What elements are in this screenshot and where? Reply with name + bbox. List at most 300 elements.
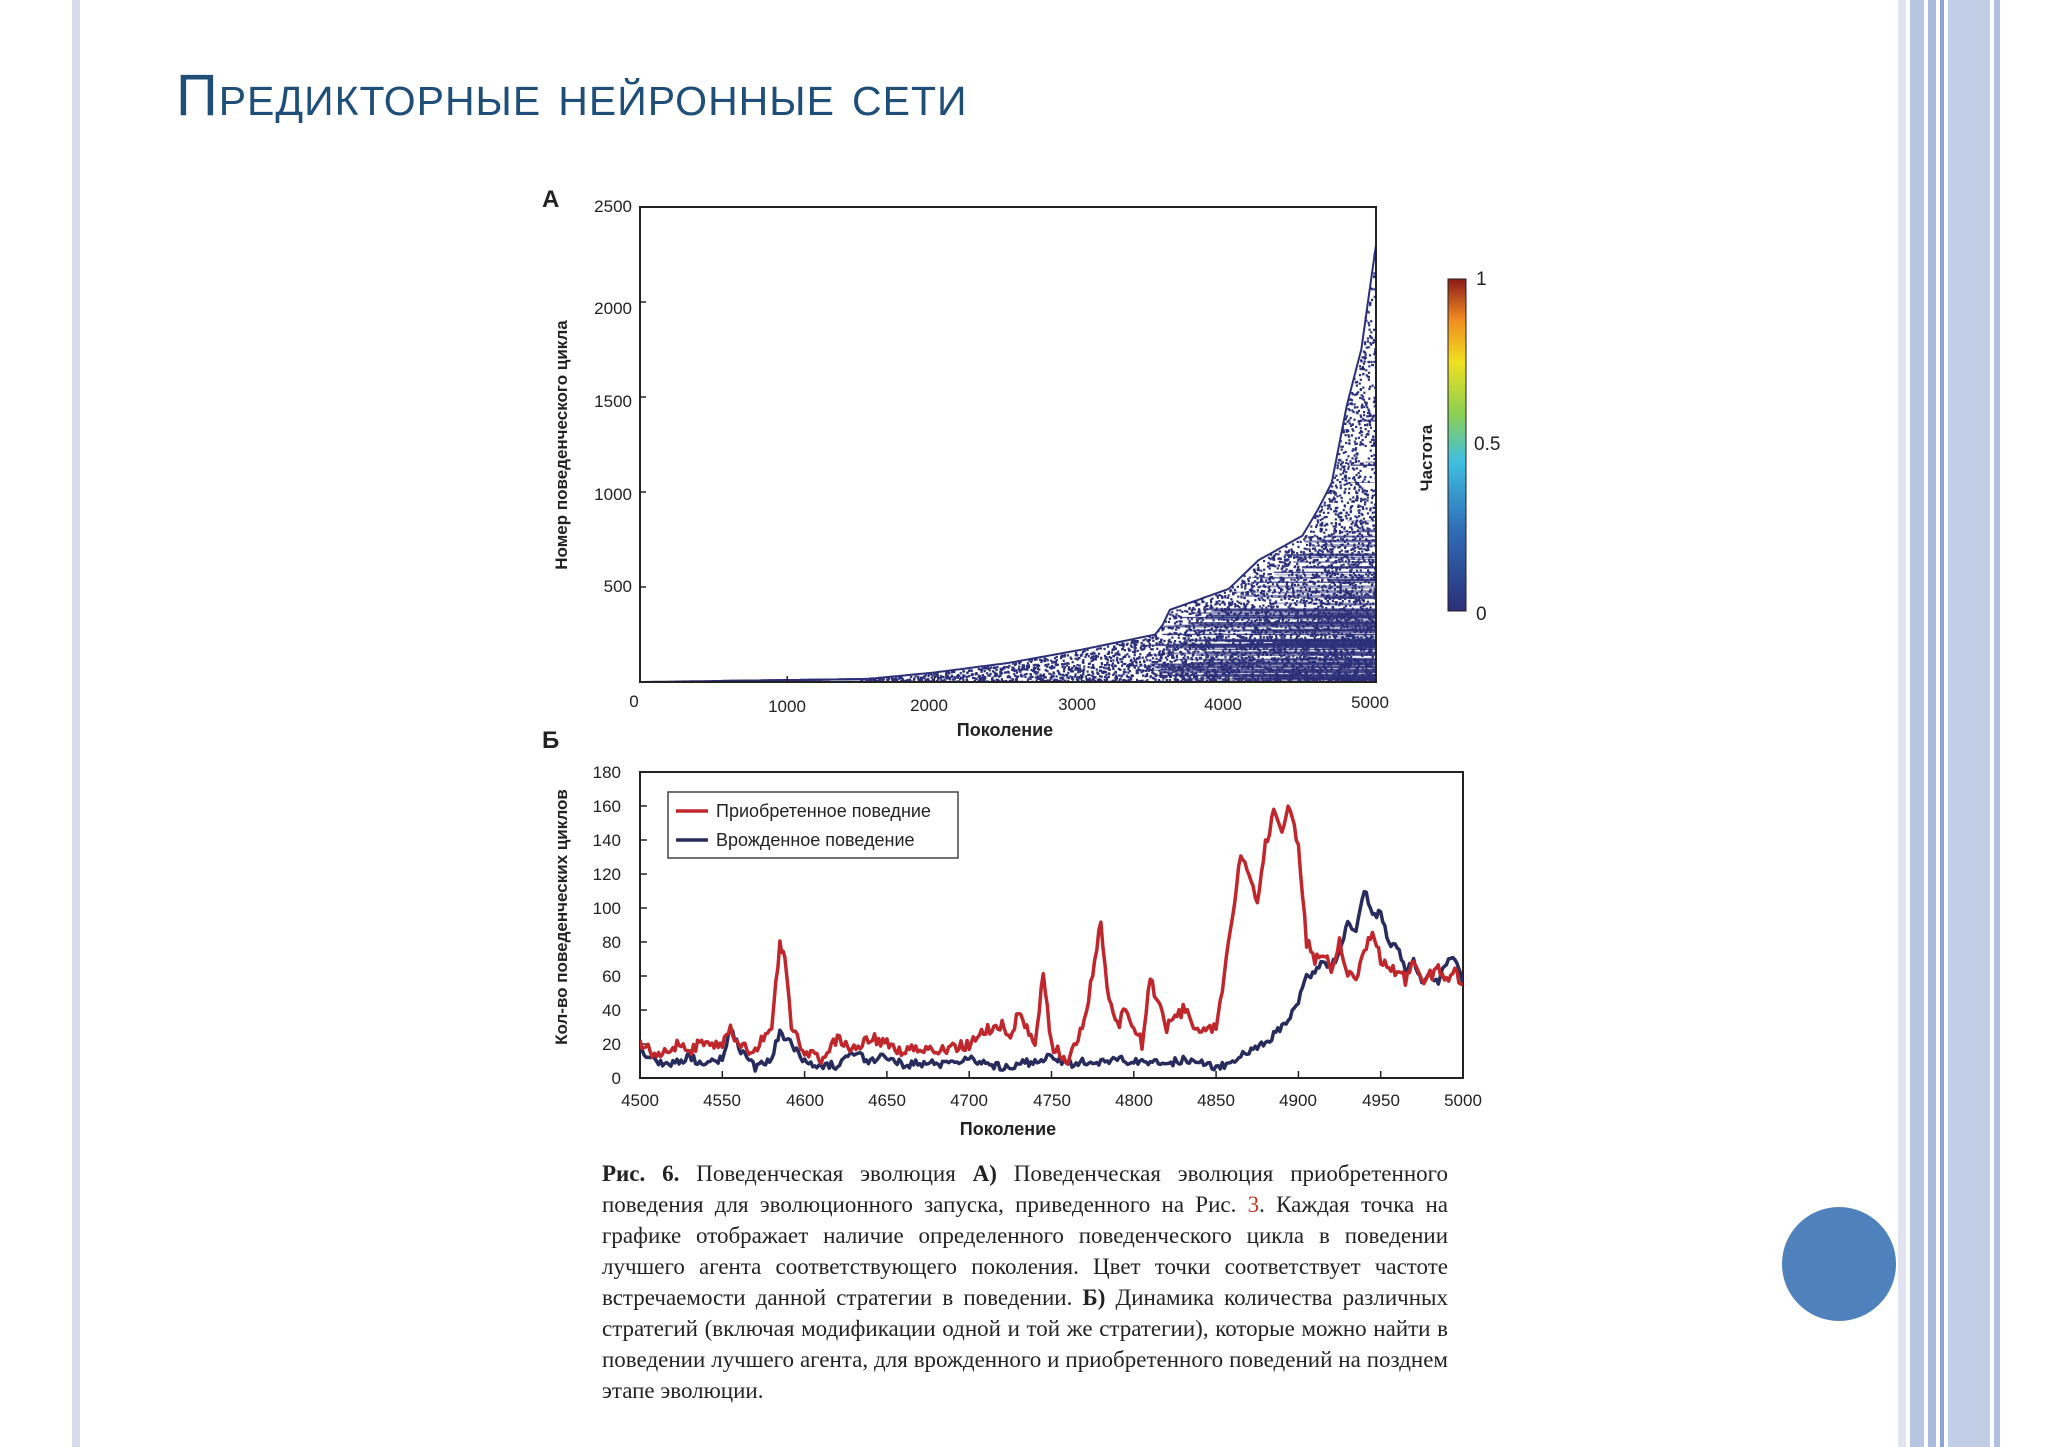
heatmap-point: [1309, 623, 1311, 625]
heatmap-point: [1356, 599, 1358, 601]
heatmap-point: [1038, 678, 1040, 680]
heatmap-point: [1356, 492, 1358, 494]
heatmap-point: [1215, 629, 1217, 631]
heatmap-point: [1334, 673, 1336, 675]
heatmap-point: [1364, 501, 1366, 503]
heatmap-point: [1284, 559, 1286, 561]
heatmap-point: [1256, 619, 1258, 621]
heatmap-point: [1037, 671, 1039, 673]
heatmap-point: [1343, 528, 1345, 530]
heatmap-point: [1252, 668, 1254, 670]
heatmap-point: [1251, 593, 1253, 595]
heatmap-point: [1205, 616, 1207, 618]
heatmap-point: [1362, 674, 1364, 676]
heatmap-point: [1301, 646, 1303, 648]
heatmap-point: [1200, 657, 1202, 659]
heatmap-point: [1186, 630, 1188, 632]
heatmap-point: [1249, 679, 1251, 681]
heatmap-point: [1151, 672, 1153, 674]
heatmap-point: [1319, 659, 1321, 661]
heatmap-point: [1187, 664, 1189, 666]
heatmap-point: [1271, 675, 1273, 677]
heatmap-point: [1314, 626, 1316, 628]
heatmap-point: [1163, 676, 1165, 678]
heatmap-point: [1187, 675, 1189, 677]
heatmap-point: [1334, 536, 1336, 538]
heatmap-point: [1285, 631, 1287, 633]
heatmap-point: [1221, 638, 1223, 640]
heatmap-point: [1246, 617, 1248, 619]
heatmap-point: [1365, 369, 1367, 371]
heatmap-point: [960, 672, 962, 674]
heatmap-point: [1362, 396, 1364, 398]
heatmap-point: [1239, 635, 1241, 637]
heatmap-point: [1336, 577, 1338, 579]
heatmap-point: [1363, 628, 1365, 630]
heatmap-point: [1329, 659, 1331, 661]
heatmap-point: [1342, 646, 1344, 648]
heatmap-point: [1320, 637, 1322, 639]
heatmap-point: [1228, 631, 1230, 633]
heatmap-point: [1329, 535, 1331, 537]
heatmap-point: [1056, 659, 1058, 661]
heatmap-point: [1350, 417, 1352, 419]
heatmap-point: [1238, 662, 1240, 664]
heatmap-point: [1366, 603, 1368, 605]
heatmap-point: [1299, 656, 1301, 658]
heatmap-point: [1169, 649, 1171, 651]
heatmap-point: [1211, 617, 1213, 619]
heatmap-point: [1223, 619, 1225, 621]
heatmap-point: [1299, 633, 1301, 635]
heatmap-point: [1257, 679, 1259, 681]
heatmap-point: [1055, 662, 1057, 664]
heatmap-point: [1370, 441, 1372, 443]
heatmap-point: [1148, 670, 1150, 672]
heatmap-point: [1108, 672, 1110, 674]
heatmap-point: [1319, 630, 1321, 632]
heatmap-point: [1355, 639, 1357, 641]
heatmap-point: [1367, 669, 1369, 671]
heatmap-point: [1045, 658, 1047, 660]
heatmap-point: [1354, 455, 1356, 457]
heatmap-point: [1057, 664, 1059, 666]
heatmap-point: [1361, 534, 1363, 536]
heatmap-point: [1204, 611, 1206, 613]
heatmap-point: [1347, 614, 1349, 616]
heatmap-point: [1344, 660, 1346, 662]
heatmap-point: [1183, 637, 1185, 639]
heatmap-point: [1343, 641, 1345, 643]
heatmap-point: [1115, 648, 1117, 650]
heatmap-point: [1358, 423, 1360, 425]
heatmap-point: [1304, 548, 1306, 550]
heatmap-point: [1362, 536, 1364, 538]
heatmap-point: [1273, 678, 1275, 680]
heatmap-point: [1334, 584, 1336, 586]
heatmap-point: [1287, 630, 1289, 632]
heatmap-point: [1195, 672, 1197, 674]
heatmap-point: [879, 679, 881, 681]
heatmap-point: [1364, 610, 1366, 612]
heatmap-point: [1294, 617, 1296, 619]
heatmap-point: [1195, 648, 1197, 650]
heatmap-point: [1296, 552, 1298, 554]
heatmap-point: [1281, 567, 1283, 569]
heatmap-point: [1316, 624, 1318, 626]
heatmap-point: [945, 674, 947, 676]
heatmap-point: [1331, 485, 1333, 487]
heatmap-point: [1313, 561, 1315, 563]
heatmap-point: [1257, 629, 1259, 631]
heatmap-point: [1348, 618, 1350, 620]
heatmap-point: [1335, 640, 1337, 642]
heatmap-point: [1279, 610, 1281, 612]
heatmap-point: [1371, 299, 1373, 301]
heatmap-point: [1217, 658, 1219, 660]
heatmap-point: [1363, 529, 1365, 531]
heatmap-point: [1370, 427, 1372, 429]
heatmap-point: [1331, 533, 1333, 535]
heatmap-point: [1369, 464, 1371, 466]
heatmap-point: [1225, 668, 1227, 670]
heatmap-point: [1274, 610, 1276, 612]
heatmap-point: [1128, 666, 1130, 668]
heatmap-point: [1229, 623, 1231, 625]
heatmap-point: [1368, 559, 1370, 561]
heatmap-point: [1350, 510, 1352, 512]
heatmap-point: [1343, 431, 1345, 433]
heatmap-point: [1158, 664, 1160, 666]
heatmap-point: [1149, 659, 1151, 661]
heatmap-point: [1306, 675, 1308, 677]
heatmap-point: [1184, 632, 1186, 634]
heatmap-point: [1304, 668, 1306, 670]
heatmap-point: [1315, 598, 1317, 600]
heatmap-point: [1323, 532, 1325, 534]
heatmap-point: [1292, 599, 1294, 601]
heatmap-point: [1152, 645, 1154, 647]
heatmap-point: [1351, 553, 1353, 555]
heatmap-point: [1317, 606, 1319, 608]
heatmap-point: [1352, 608, 1354, 610]
heatmap-point: [1112, 659, 1114, 661]
heatmap-point: [1094, 653, 1096, 655]
heatmap-point: [1180, 659, 1182, 661]
heatmap-point: [1240, 612, 1242, 614]
heatmap-point: [1266, 618, 1268, 620]
heatmap-point: [1191, 608, 1193, 610]
heatmap-point: [1337, 467, 1339, 469]
heatmap-point: [1298, 594, 1300, 596]
heatmap-point: [1206, 644, 1208, 646]
heatmap-point: [1276, 631, 1278, 633]
heatmap-point: [1300, 587, 1302, 589]
heatmap-point: [1353, 539, 1355, 541]
heatmap-point: [1072, 678, 1074, 680]
heatmap-point: [1018, 666, 1020, 668]
heatmap-point: [1369, 623, 1371, 625]
heatmap-point: [1240, 596, 1242, 598]
heatmap-point: [1318, 585, 1320, 587]
heatmap-point: [1297, 597, 1299, 599]
heatmap-point: [1192, 664, 1194, 666]
heatmap-point: [1364, 476, 1366, 478]
heatmap-point: [1165, 657, 1167, 659]
heatmap-point: [1371, 439, 1373, 441]
heatmap-point: [1316, 634, 1318, 636]
heatmap-point: [1230, 668, 1232, 670]
heatmap-point: [1152, 640, 1154, 642]
heatmap-point: [1300, 590, 1302, 592]
heatmap-point: [1365, 357, 1367, 359]
heatmap-point: [1324, 541, 1326, 543]
heatmap-point: [1038, 665, 1040, 667]
heatmap-point: [1344, 664, 1346, 666]
heatmap-point: [1242, 592, 1244, 594]
heatmap-point: [1079, 671, 1081, 673]
heatmap-point: [928, 674, 930, 676]
heatmap-point: [1357, 526, 1359, 528]
heatmap-point: [1367, 512, 1369, 514]
heatmap-point: [1134, 667, 1136, 669]
heatmap-point: [1325, 638, 1327, 640]
heatmap-point: [1365, 538, 1367, 540]
heatmap-point: [1155, 636, 1157, 638]
heatmap-point: [1362, 575, 1364, 577]
heatmap-point: [1083, 650, 1085, 652]
heatmap-point: [1348, 591, 1350, 593]
heatmap-point: [1325, 673, 1327, 675]
heatmap-point: [915, 675, 917, 677]
heatmap-point: [1324, 536, 1326, 538]
heatmap-point: [1359, 486, 1361, 488]
heatmap-point: [1369, 591, 1371, 593]
heatmap-point: [1157, 637, 1159, 639]
heatmap-point: [1263, 674, 1265, 676]
heatmap-point: [1252, 671, 1254, 673]
heatmap-point: [1196, 674, 1198, 676]
heatmap-point: [1324, 502, 1326, 504]
heatmap-point: [1082, 671, 1084, 673]
heatmap-point: [1237, 596, 1239, 598]
heatmap-point: [1353, 411, 1355, 413]
heatmap-point: [1351, 457, 1353, 459]
heatmap-point: [1211, 598, 1213, 600]
heatmap-point: [1333, 525, 1335, 527]
heatmap-point: [1356, 630, 1358, 632]
heatmap-point: [1340, 553, 1342, 555]
heatmap-point: [1248, 640, 1250, 642]
heatmap-point: [1249, 652, 1251, 654]
heatmap-point: [1296, 657, 1298, 659]
heatmap-point: [1297, 555, 1299, 557]
heatmap-point: [1315, 646, 1317, 648]
heatmap-point: [1312, 544, 1314, 546]
heatmap-point: [1174, 640, 1176, 642]
heatmap-point: [1285, 593, 1287, 595]
heatmap-point: [1232, 628, 1234, 630]
heatmap-point: [1321, 565, 1323, 567]
heatmap-point: [1345, 674, 1347, 676]
heatmap-point: [1278, 643, 1280, 645]
heatmap-point: [1291, 678, 1293, 680]
heatmap-point: [1370, 344, 1372, 346]
heatmap-point: [1291, 647, 1293, 649]
heatmap-point: [1303, 582, 1305, 584]
heatmap-point: [1310, 553, 1312, 555]
heatmap-point: [1300, 654, 1302, 656]
heatmap-point: [1103, 667, 1105, 669]
heatmap-point: [1327, 573, 1329, 575]
heatmap-point: [1329, 636, 1331, 638]
heatmap-point: [1294, 556, 1296, 558]
heatmap-point: [1305, 589, 1307, 591]
heatmap-point: [1360, 498, 1362, 500]
heatmap-point: [1351, 399, 1353, 401]
heatmap-point: [1270, 649, 1272, 651]
heatmap-point: [1116, 659, 1118, 661]
heatmap-point: [1343, 469, 1345, 471]
heatmap-point: [1345, 551, 1347, 553]
heatmap-point: [1370, 556, 1372, 558]
heatmap-point: [1176, 646, 1178, 648]
heatmap-point: [1064, 663, 1066, 665]
heatmap-point: [1035, 676, 1037, 678]
heatmap-point: [1341, 557, 1343, 559]
heatmap-point: [1337, 479, 1339, 481]
heatmap-point: [1344, 541, 1346, 543]
heatmap-point: [1104, 679, 1106, 681]
heatmap-point: [1353, 419, 1355, 421]
heatmap-point: [1173, 665, 1175, 667]
heatmap-point: [1243, 660, 1245, 662]
heatmap-point: [1321, 600, 1323, 602]
heatmap-point: [1348, 600, 1350, 602]
heatmap-point: [1229, 659, 1231, 661]
heatmap-point: [1297, 612, 1299, 614]
heatmap-point: [1357, 667, 1359, 669]
heatmap-point: [1293, 664, 1295, 666]
heatmap-point: [1367, 494, 1369, 496]
heatmap-point: [1262, 575, 1264, 577]
heatmap-point: [1321, 674, 1323, 676]
heatmap-point: [1351, 392, 1353, 394]
heatmap-point: [1227, 621, 1229, 623]
heatmap-point: [996, 666, 998, 668]
heatmap-point: [1232, 643, 1234, 645]
heatmap-point: [1223, 653, 1225, 655]
heatmap-point: [996, 673, 998, 675]
heatmap-point: [1292, 588, 1294, 590]
heatmap-point: [1180, 674, 1182, 676]
heatmap-point: [931, 677, 933, 679]
heatmap-point: [1291, 629, 1293, 631]
heatmap-point: [1331, 623, 1333, 625]
heatmap-point: [1360, 631, 1362, 633]
heatmap-point: [1280, 558, 1282, 560]
heatmap-point: [1216, 607, 1218, 609]
heatmap-point: [1253, 663, 1255, 665]
heatmap-point: [1327, 596, 1329, 598]
heatmap-point: [1288, 660, 1290, 662]
heatmap-point: [1352, 587, 1354, 589]
heatmap-point: [1027, 667, 1029, 669]
heatmap-point: [1280, 599, 1282, 601]
heatmap-point: [1136, 662, 1138, 664]
heatmap-point: [1345, 515, 1347, 517]
heatmap-point: [1362, 579, 1364, 581]
heatmap-point: [1088, 666, 1090, 668]
heatmap-point: [1259, 619, 1261, 621]
heatmap-point: [1047, 663, 1049, 665]
heatmap-point: [1253, 590, 1255, 592]
heatmap-point: [1294, 584, 1296, 586]
heatmap-point: [1197, 620, 1199, 622]
heatmap-point: [1348, 492, 1350, 494]
heatmap-point: [1232, 660, 1234, 662]
heatmap-point: [1291, 582, 1293, 584]
heatmap-point: [980, 677, 982, 679]
heatmap-point: [1368, 528, 1370, 530]
heatmap-point: [1208, 641, 1210, 643]
heatmap-point: [1244, 606, 1246, 608]
heatmap-point: [1053, 672, 1055, 674]
heatmap-point: [1260, 672, 1262, 674]
heatmap-point: [1107, 646, 1109, 648]
heatmap-point: [1319, 679, 1321, 681]
heatmap-point: [1196, 676, 1198, 678]
heatmap-point: [951, 671, 953, 673]
heatmap-point: [1189, 628, 1191, 630]
heatmap-point: [1246, 603, 1248, 605]
heatmap-point: [1292, 670, 1294, 672]
heatmap-point: [1322, 602, 1324, 604]
heatmap-point: [1321, 635, 1323, 637]
heatmap-point: [1231, 665, 1233, 667]
heatmap-point: [1336, 586, 1338, 588]
heatmap-point: [1237, 630, 1239, 632]
heatmap-point: [1313, 559, 1315, 561]
heatmap-point: [1293, 608, 1295, 610]
heatmap-point: [1140, 664, 1142, 666]
heatmap-point: [1349, 594, 1351, 596]
heatmap-point: [1358, 558, 1360, 560]
heatmap-point: [1258, 616, 1260, 618]
heatmap-point: [1079, 667, 1081, 669]
heatmap-point: [1346, 483, 1348, 485]
heatmap-point: [1344, 648, 1346, 650]
heatmap-point: [1335, 651, 1337, 653]
heatmap-point: [1192, 651, 1194, 653]
heatmap-point: [1346, 415, 1348, 417]
heatmap-point: [1009, 676, 1011, 678]
heatmap-point: [1330, 543, 1332, 545]
heatmap-point: [1245, 677, 1247, 679]
heatmap-point: [1362, 490, 1364, 492]
heatmap-area: [640, 245, 1380, 684]
heatmap-point: [1224, 592, 1226, 594]
heatmap-point: [1286, 602, 1288, 604]
heatmap-point: [1330, 492, 1332, 494]
heatmap-point: [1365, 659, 1367, 661]
heatmap-point: [1308, 662, 1310, 664]
heatmap-point: [1268, 573, 1270, 575]
heatmap-point: [1075, 673, 1077, 675]
heatmap-point: [1031, 659, 1033, 661]
panel-a-label: А: [542, 186, 560, 213]
heatmap-point: [1168, 667, 1170, 669]
